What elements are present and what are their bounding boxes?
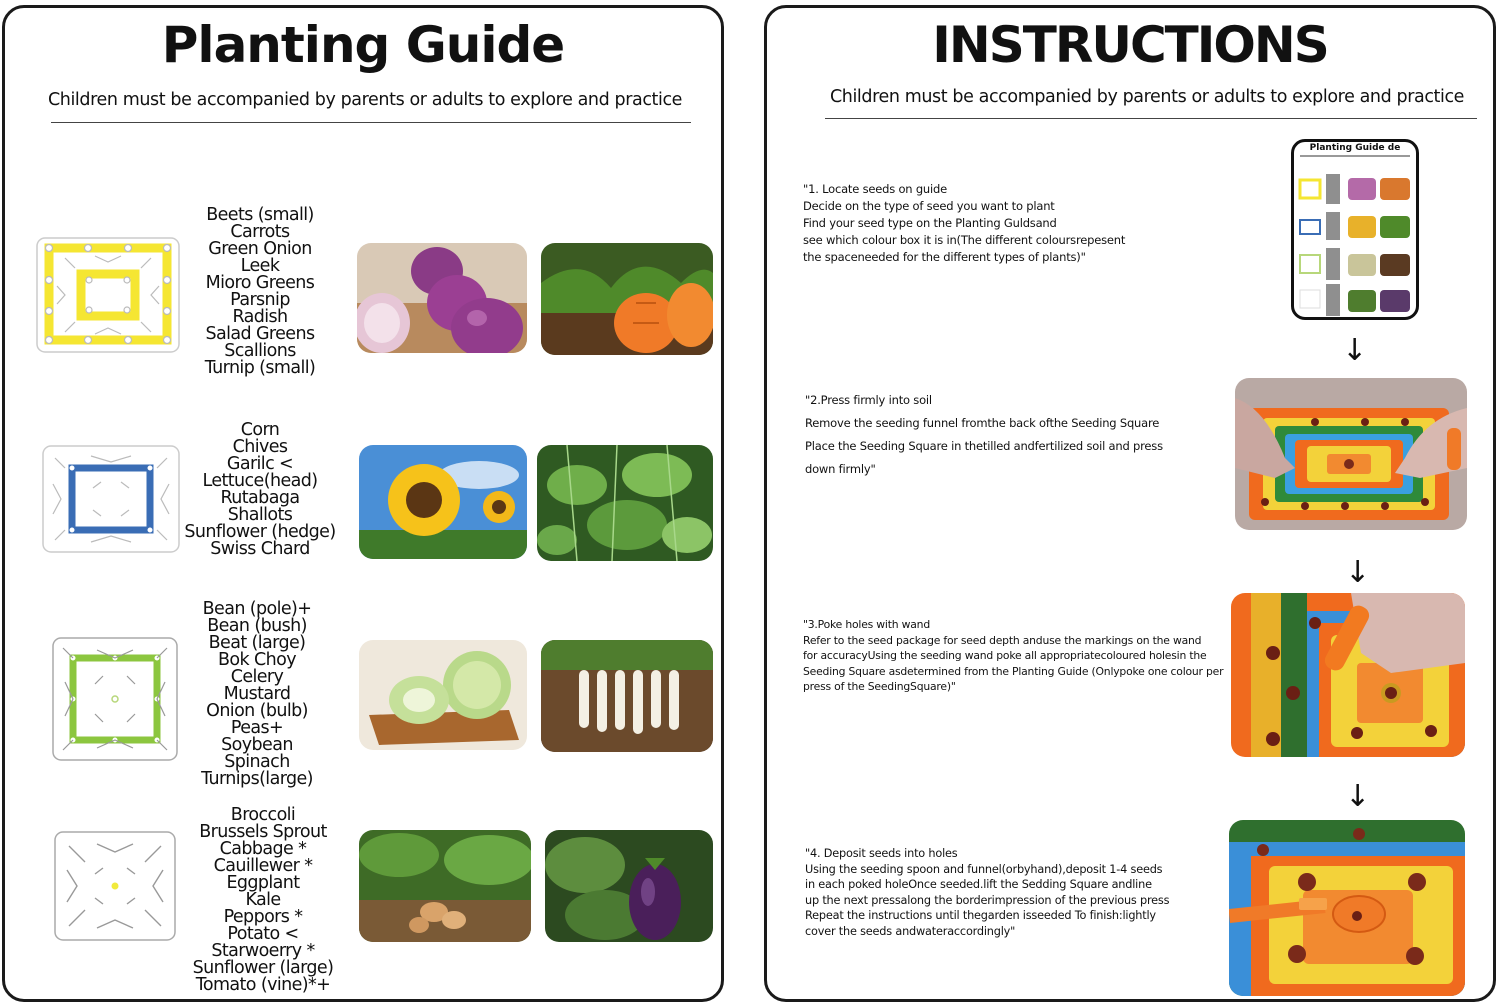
green-spacing-grid-icon — [51, 636, 179, 762]
instructions-panel — [764, 5, 1496, 1002]
pressing-seeding-square-photo — [1235, 378, 1467, 530]
cabbage-photo — [359, 640, 527, 750]
plant-name: Celery — [230, 667, 284, 687]
mini-guide-title: Planting Guide de — [1309, 143, 1401, 153]
step-line: in each poked holeOnce seeded.lift the Sedding Square andline — [805, 878, 1152, 891]
divider — [825, 118, 1477, 119]
step-line: Using the seeding spoon and funnel(orbyhand),deposit 1-4 seeds — [805, 862, 1163, 876]
step-1-heading: "1. Locate seeds on guide — [803, 182, 947, 196]
mini-planting-guide-image — [1291, 139, 1419, 320]
plant-name: Sunflower (hedge) — [184, 522, 336, 542]
blue-spacing-grid-icon — [41, 444, 181, 554]
step-4-text — [805, 846, 1169, 939]
plant-name: Parsnip — [230, 290, 290, 310]
plant-name: Mustard — [223, 684, 291, 704]
step-line: Find your seed type on the Planting Guldsand — [803, 216, 1057, 230]
plant-name: Carrots — [230, 222, 290, 242]
plant-name: Chives — [232, 437, 288, 457]
plant-name: Peas+ — [230, 718, 284, 738]
plant-name: Mioro Greens — [205, 273, 315, 293]
plant-name: Bean (pole)+ — [202, 599, 312, 619]
red-onions-photo — [357, 243, 527, 353]
plant-name: Broccoli — [230, 805, 296, 825]
plant-name: Leek — [240, 256, 280, 276]
plant-name: Scallions — [224, 341, 296, 361]
plant-name: Radish — [232, 307, 288, 327]
step-line: for accuracyUsing the seeding wand poke all appropriatecoloured holesin the — [803, 649, 1207, 662]
planting-guide-subtitle: Children must be accompanied by parents or adults to explore and practice — [47, 90, 683, 110]
divider — [51, 122, 691, 123]
yellow-spacing-grid-icon — [35, 236, 181, 354]
step-2-heading: "2.Press firmly into soil — [805, 393, 932, 407]
radishes-in-soil-photo — [541, 640, 713, 752]
step-3-text — [803, 617, 1223, 695]
down-arrow-icon: ↓ — [1342, 333, 1368, 368]
instructions-subtitle: Children must be accompanied by parents or adults to explore and practice — [829, 87, 1465, 107]
step-line: Refer to the seed package for seed depth anduse the markings on the wand — [803, 633, 1202, 647]
potatoes-photo — [359, 830, 531, 942]
plant-name: Swiss Chard — [210, 539, 310, 559]
plant-name: Beets (small) — [206, 205, 314, 225]
poking-holes-photo — [1231, 593, 1465, 757]
step-line: down firmly" — [805, 462, 876, 476]
step-line: Repeat the instructions until thegarden isseeded To finish:lightly — [805, 909, 1156, 922]
step-line: press of the SeedingSquare)" — [803, 680, 956, 693]
step-line: Decide on the type of seed you want to plant — [803, 199, 1055, 213]
plant-name: Spinach — [224, 752, 290, 772]
plant-name: Corn — [240, 420, 280, 440]
plant-name: Soybean — [221, 735, 293, 755]
plant-name: Brussels Sprout — [199, 822, 327, 842]
plant-name: Bean (bush) — [207, 616, 307, 636]
planting-guide-title: Planting Guide — [161, 16, 565, 74]
depositing-seeds-photo — [1229, 820, 1465, 996]
plant-name: Potato < — [227, 924, 299, 944]
plant-name: Bok Choy — [218, 650, 296, 670]
step-line: see which colour box it is in(The different coloursrepesent — [803, 233, 1126, 247]
plant-name: Rutabaga — [220, 488, 300, 508]
plant-name: Cauillewer * — [213, 856, 313, 876]
step-line: the spaceneeded for the different types of plants)" — [803, 250, 1086, 264]
green-group-plant-list — [171, 601, 343, 788]
step-4-heading: "4. Deposit seeds into holes — [805, 847, 958, 860]
plant-name: Eggplant — [226, 873, 300, 893]
carrots-photo — [541, 243, 713, 355]
plant-name: Cabbage * — [219, 839, 307, 859]
down-arrow-icon: ↓ — [1345, 555, 1371, 590]
plant-name: Lettuce(head) — [202, 471, 318, 491]
blue-group-plant-list — [175, 422, 345, 558]
mini-guide-subtitle-line — [1300, 155, 1410, 157]
plant-name: Shallots — [227, 505, 293, 525]
plant-name: Peppors * — [223, 907, 303, 927]
plant-name: Tomato (vine)*+ — [195, 975, 331, 995]
plant-name: Beat (large) — [208, 633, 306, 653]
plant-name: Onion (bulb) — [206, 701, 308, 721]
plant-name: Green Onion — [208, 239, 312, 259]
step-2-text — [805, 389, 1163, 481]
plant-name: Kale — [245, 890, 281, 910]
pea-plants-photo — [537, 445, 713, 561]
plant-name: Garilc < — [226, 454, 294, 474]
white-spacing-grid-icon — [53, 830, 177, 942]
plant-name: Starwoerry * — [211, 941, 315, 961]
plant-name: Salad Greens — [205, 324, 315, 344]
plant-name: Turnip (small) — [204, 358, 316, 378]
step-line: cover the seeds andwateraccordingly" — [805, 924, 1016, 938]
step-line: Seeding Square asdetermined from the Planting Guide (Onlypoke one colour per — [803, 664, 1224, 678]
planting-guide-panel — [2, 5, 724, 1002]
instructions-title: INSTRUCTIONS — [932, 16, 1328, 74]
plant-name: Turnips(large) — [201, 769, 313, 789]
sunflower-photo — [359, 445, 527, 559]
step-line: Remove the seeding funnel fromthe back ofthe Seeding Square — [805, 416, 1160, 430]
plant-name: Sunflower (large) — [192, 958, 334, 978]
step-3-heading: "3.Poke holes with wand — [803, 618, 930, 631]
step-line: Place the Seeding Square in thetilled andfertilized soil and press — [805, 439, 1163, 453]
down-arrow-icon: ↓ — [1345, 779, 1371, 814]
yellow-group-plant-list — [175, 207, 345, 377]
white-group-plant-list — [177, 807, 349, 994]
step-1-text — [803, 181, 1125, 266]
eggplant-photo — [545, 830, 713, 942]
step-line: up the next pressalong the borderimpression of the previous press — [805, 893, 1170, 907]
